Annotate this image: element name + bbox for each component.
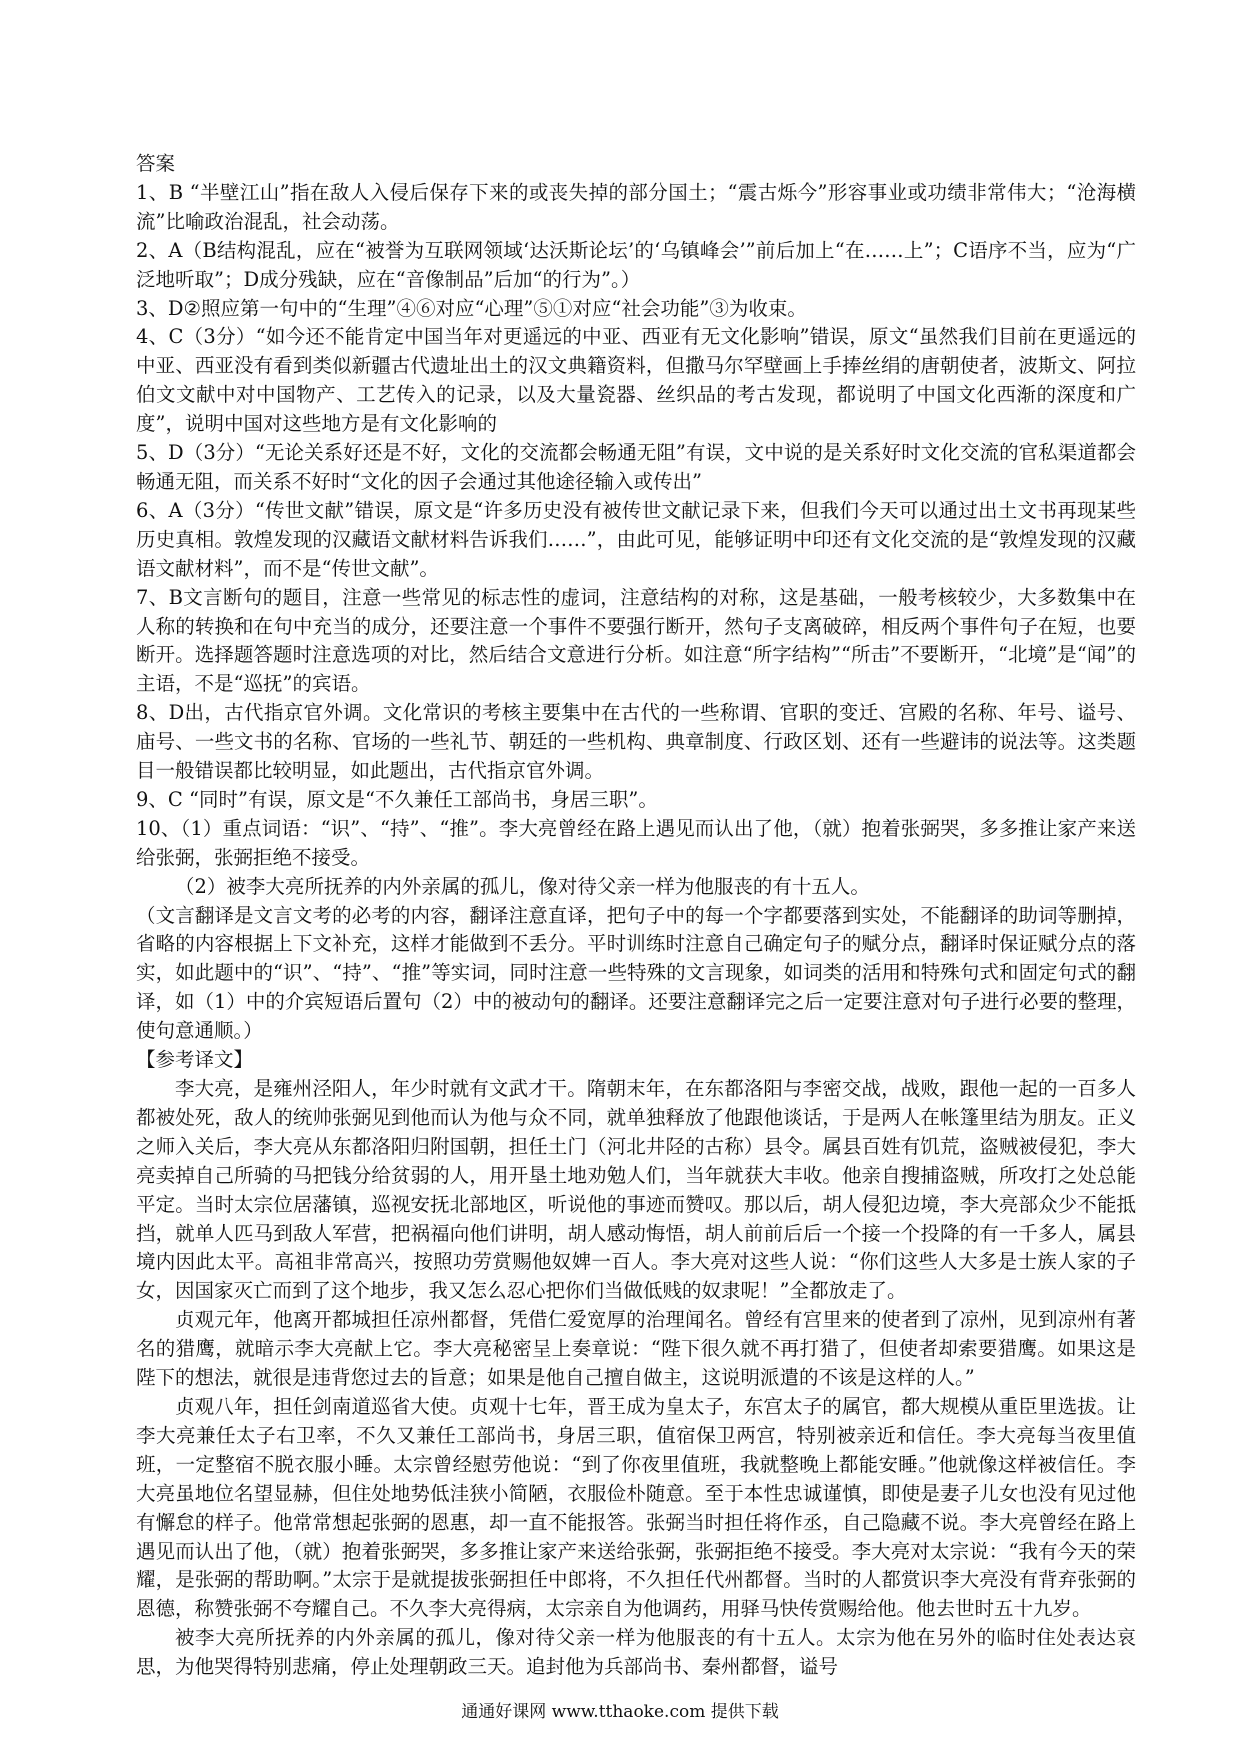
answer-4: 4、C（3分）“如今还不能肯定中国当年对更遥远的中亚、西亚有无文化影响”错误，原文“虽然我们目前在更遥远的中亚、西亚没有看到类似新疆古代遗址出土的汉文典籍资料，但撒马尔罕壁画上手捧丝绢的唐朝使者，波斯文、阿拉伯文文献中对中国物产、工艺传入的记录，以及大量瓷器、丝织品的考古发现，都说明了中国文化西渐的深度和广度”，说明中国对这些地方是有文化影响的	[136, 325, 1136, 436]
page-footer: 通通好课网 www.tthaoke.com 提供下载	[461, 1702, 779, 1722]
answer-6: 6、A（3分）“传世文献”错误，原文是“许多历史没有被传世文献记录下来，但我们今天可以通过出土文书再现某些历史真相。敦煌发现的汉藏语文献材料告诉我们……”，由此可见，能够证明中印还有文化交流的是“敦煌发现的汉藏语文献材料”，而不是“传世文献”。	[136, 498, 1136, 580]
translation-heading: 【参考译文】	[136, 1048, 254, 1072]
answer-3: 3、D②照应第一句中的“生理”④⑥对应“心理”⑤①对应“社会功能”③为收束。	[136, 296, 807, 320]
answer-9: 9、C “同时”有误，原文是“不久兼任工部尚书，身居三职”。	[136, 787, 658, 811]
answer-1: 1、B “半壁江山”指在敌人入侵后保存下来的或丧失掉的部分国土；“震古烁今”形容事业或功绩非常伟大；“沧海横流”比喻政治混乱，社会动荡。	[136, 180, 1136, 233]
translation-paragraph-3: 贞观八年，担任剑南道巡省大使。贞观十七年，晋王成为皇太子，东宫太子的属官，都大规模从重臣里选拔。让李大亮兼任太子右卫率，不久又兼任工部尚书，身居三职，值宿保卫两宫，特别被亲近和信任。李大亮每当夜里值班，一定整宿不脱衣服小睡。太宗曾经慰劳他说：“到了你夜里值班，我就整晚上都能安睡。”他就像这样被信任。李大亮虽地位名望显赫，但住处地势低洼狭小简陋，衣服俭朴随意。至于本性忠诚谨慎，即使是妻子儿女也没有见过他有懈怠的样子。他常常想起张弼的恩惠，却一直不能报答。张弼当时担任将作丞，自己隐藏不说。李大亮曾经在路上遇见而认出了他，（就）抱着张弼哭，多多推让家产来送给张弼，张弼拒绝不接受。李大亮对太宗说：“我有今天的荣耀，是张弼的帮助啊。”太宗于是就提拔张弼担任中郎将，不久担任代州都督。当时的人都赏识李大亮没有背弃张弼的恩德，称赞张弼不夸耀自己。不久李大亮得病，太宗亲自为他调药，用驿马快传赏赐给他。他去世时五十九岁。	[136, 1394, 1136, 1621]
document-body	[136, 150, 1136, 1682]
translation-paragraph-1: 李大亮，是雍州泾阳人，年少时就有文武才干。隋朝末年，在东都洛阳与李密交战，战败，跟他一起的一百多人都被处死，敌人的统帅张弼见到他而认为他与众不同，就单独释放了他跟他谈话，于是两人在帐篷里结为朋友。正义之师入关后，李大亮从东都洛阳归附国朝，担任土门（河北井陉的古称）县令。属县百姓有饥荒，盗贼被侵犯，李大亮卖掉自己所骑的马把钱分给贫弱的人，用开垦土地劝勉人们，当年就获大丰收。他亲自搜捕盗贼，所攻打之处总能平定。当时太宗位居藩镇，巡视安抚北部地区，听说他的事迹而赞叹。那以后，胡人侵犯边境，李大亮部众少不能抵挡，就单人匹马到敌人军营，把祸福向他们讲明，胡人感动悔悟，胡人前前后后一个接一个投降的有一千多人，属县境内因此太平。高祖非常高兴，按照功劳赏赐他奴婢一百人。李大亮对这些人说：“你们这些人大多是士族人家的子女，因国家灭亡而到了这个地步，我又怎么忍心把你们当做低贱的奴隶呢！”全都放走了。	[136, 1077, 1136, 1303]
answer-2: 2、A（B结构混乱，应在“被誉为互联网领域‘达沃斯论坛’的‘乌镇峰会’”前后加上“在……上”；C语序不当，应为“广泛地听取”；D成分残缺，应在“音像制品”后加“的行为”。）	[136, 238, 1136, 291]
answer-heading: 答案	[136, 152, 176, 175]
translation-note: （文言翻译是文言文考的必考的内容，翻译注意直译，把句子中的每一个字都要落到实处，不能翻译的助词等删掉，省略的内容根据上下文补充，这样才能做到不丢分。平时训练时注意自己确定句子的赋分点，翻译时保证赋分点的落实，如此题中的“识”、“持”、“推”等实词，同时注意一些特殊的文言现象，如词类的活用和特殊句式和固定句式的翻译，如（1）中的介宾短语后置句（2）中的被动句的翻译。还要注意翻译完之后一定要注意对句子进行必要的整理，使句意通顺。）	[136, 903, 1136, 1043]
translation-paragraph-4: 被李大亮所抚养的内外亲属的孤儿，像对待父亲一样为他服丧的有十五人。太宗为他在另外的临时住处表达哀思，为他哭得特别悲痛，停止处理朝政三天。追封他为兵部尚书、秦州都督，谥号	[136, 1626, 1136, 1679]
answer-5: 5、D（3分）“无论关系好还是不好，文化的交流都会畅通无阻”有误，文中说的是关系好时文化交流的官私渠道都会畅通无阻，而关系不好时“文化的因子会通过其他途径输入或传出”	[136, 441, 1136, 493]
translation-paragraph-2: 贞观元年，他离开都城担任凉州都督，凭借仁爱宽厚的治理闻名。曾经有宫里来的使者到了凉州，见到凉州有著名的猎鹰，就暗示李大亮献上它。李大亮秘密呈上奏章说：“陛下很久就不再打猎了，但使者却索要猎鹰。如果这是陛下的想法，就很是违背您过去的旨意；如果是他自己擅自做主，这说明派遣的不该是这样的人。”	[136, 1308, 1136, 1390]
answer-10-part-2: （2）被李大亮所抚养的内外亲属的孤儿，像对待父亲一样为他服丧的有十五人。	[175, 874, 870, 898]
answer-10-part-1: 10、（1）重点词语：“识”、“持”、“推”。李大亮曾经在路上遇见而认出了他，（就）抱着张弼哭，多多推让家产来送给张弼，张弼拒绝不接受。	[136, 816, 1136, 869]
answer-8: 8、D出，古代指京官外调。文化常识的考核主要集中在古代的一些称谓、官职的变迁、宫殿的名称、年号、谥号、庙号、一些文书的名称、官场的一些礼节、朝廷的一些机构、典章制度、行政区划、还有一些避讳的说法等。这类题目一般错误都比较明显，如此题出，古代指京官外调。	[136, 701, 1136, 783]
answer-7: 7、B文言断句的题目，注意一些常见的标志性的虚词，注意结构的对称，这是基础，一般考核较少，大多数集中在人称的转换和在句中充当的成分，还要注意一个事件不要强行断开，然句子支离破碎，相反两个事件句子在短，也要断开。选择题答题时注意选项的对比，然后结合文意进行分析。如注意“所字结构”“所击”不要断开，“北境”是“闻”的主语，不是“巡抚”的宾语。	[136, 585, 1136, 696]
